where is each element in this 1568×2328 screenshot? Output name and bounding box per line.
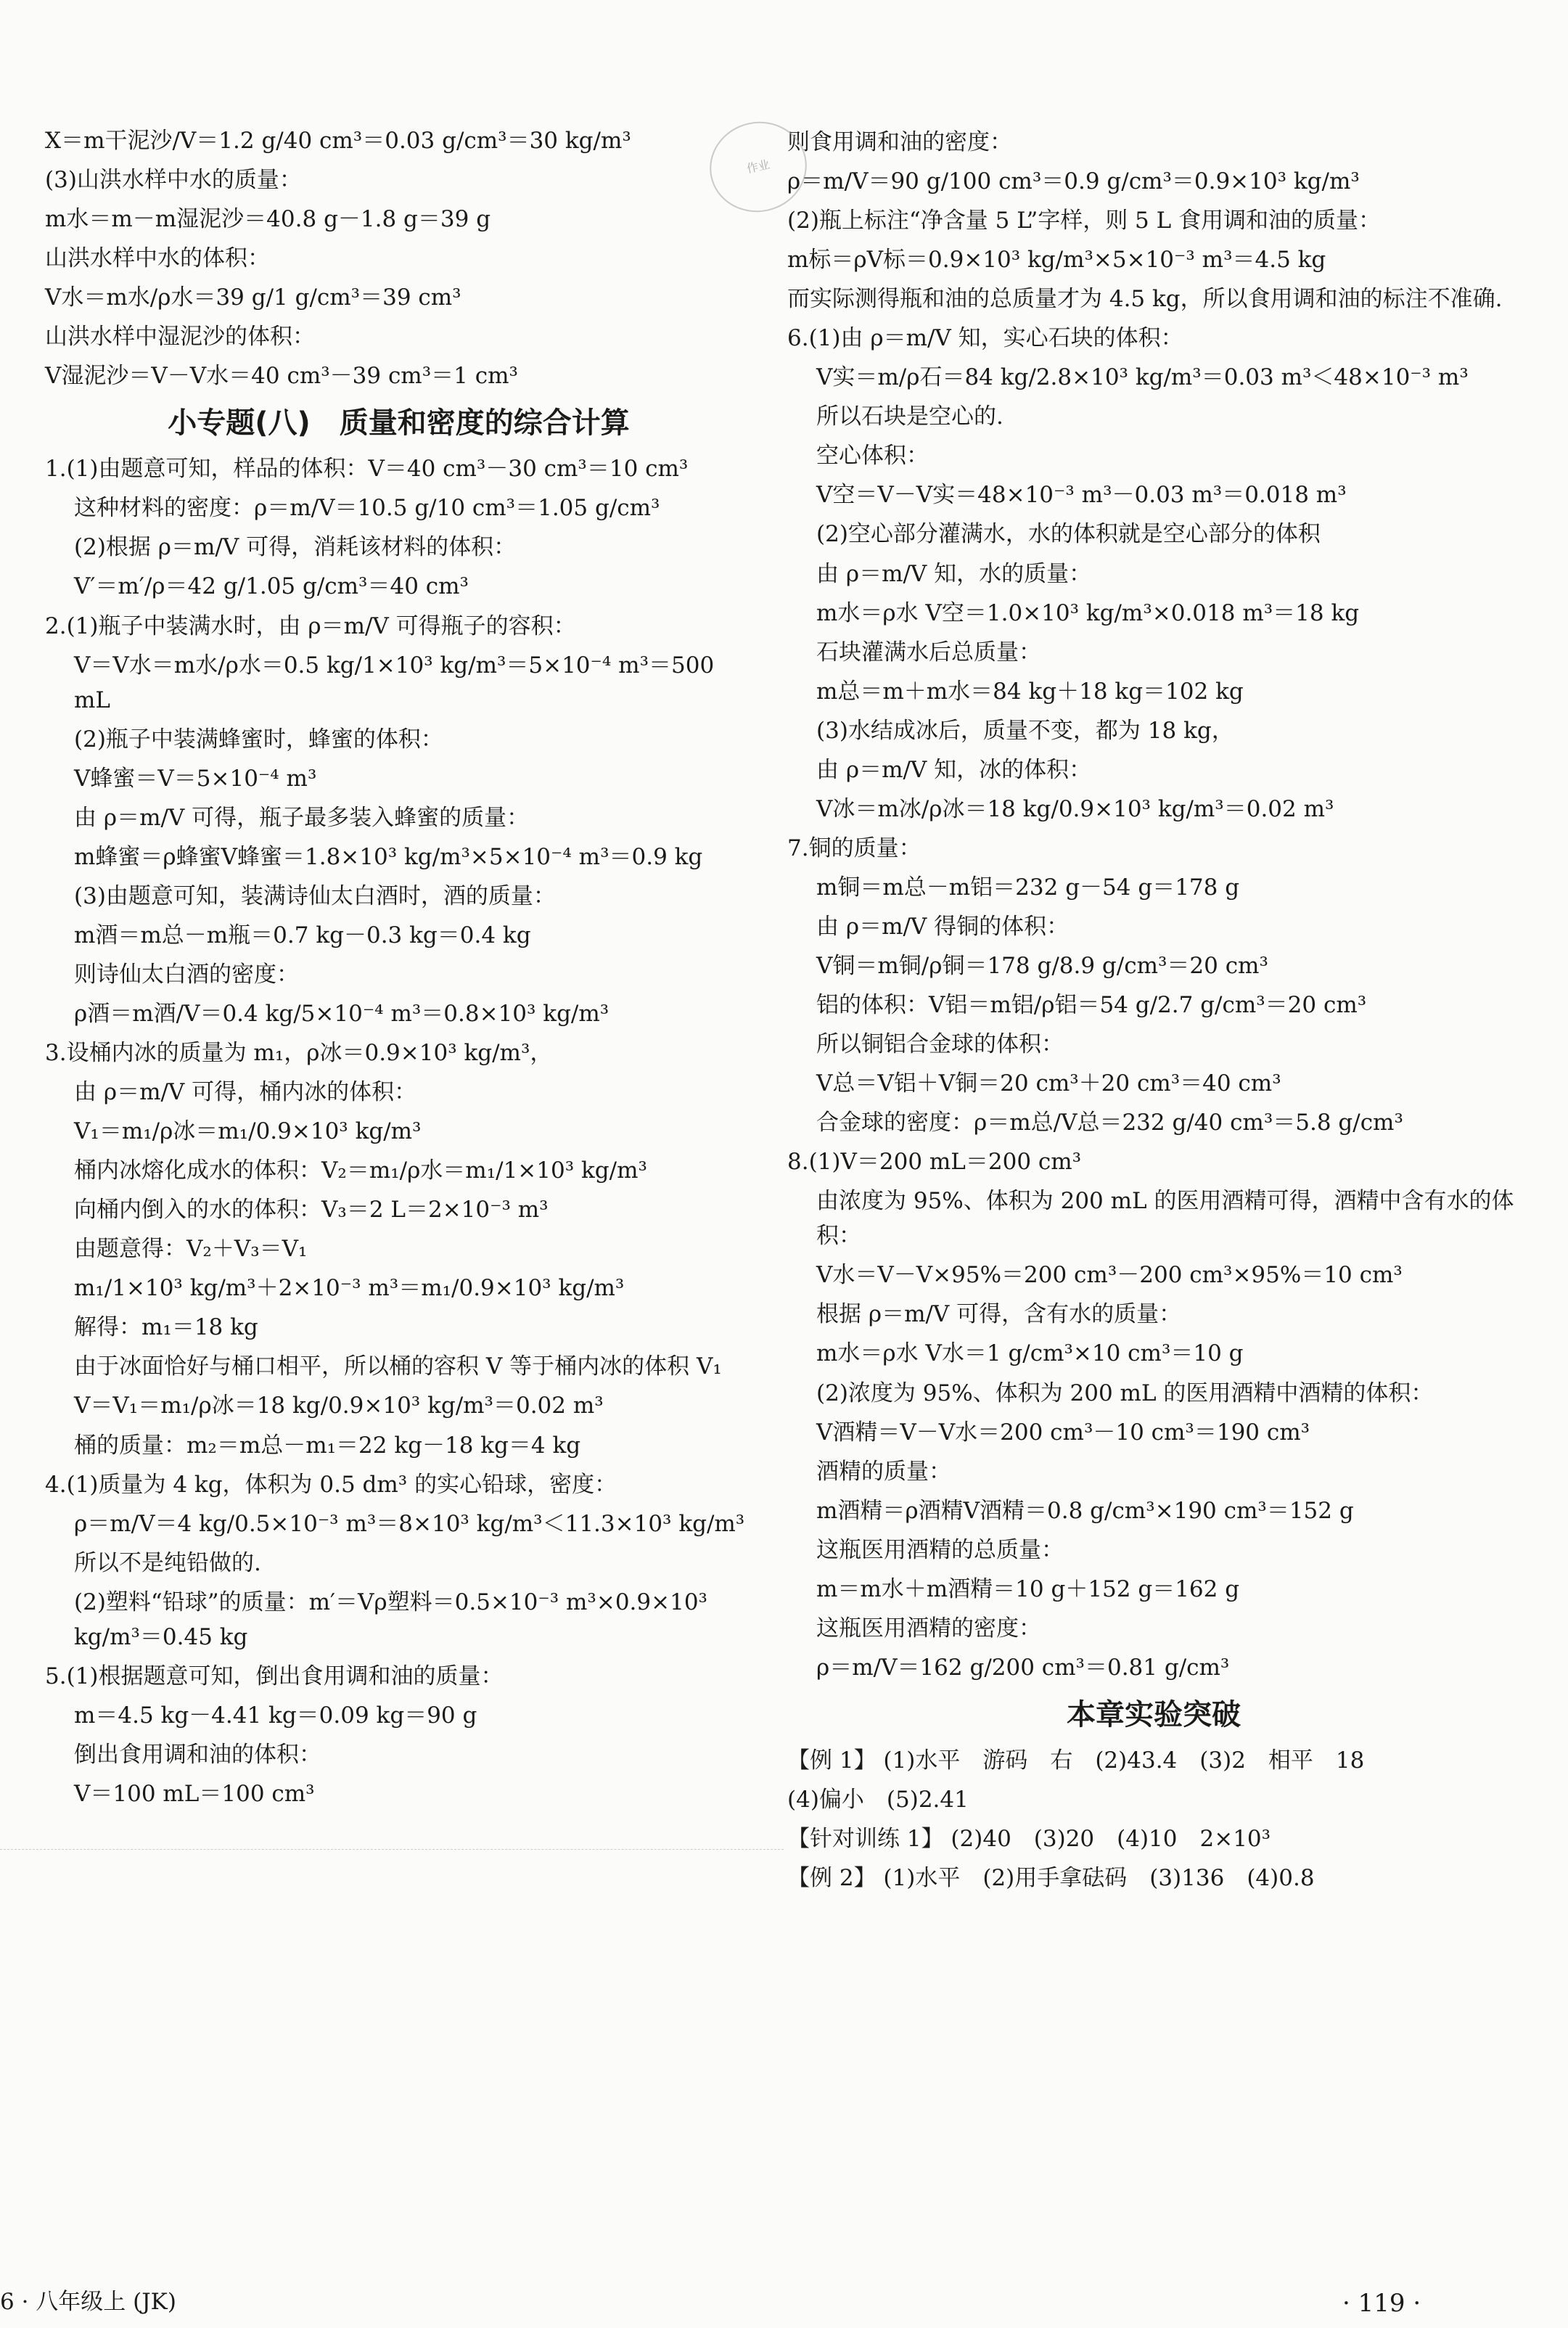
- text-line: 4.(1)质量为 4 kg，体积为 0.5 dm³ 的实心铅球，密度：: [45, 1471, 617, 1498]
- text-line: 酒精的质量：: [816, 1458, 951, 1485]
- section-heading: 本章实验突破: [1067, 1697, 1241, 1731]
- text-line: (3)水结成冰后，质量不变，都为 18 kg，: [816, 717, 1234, 744]
- text-line: V＝V水＝m水/ρ水＝0.5 kg/1×10³ kg/m³＝5×10⁻⁴ m³＝500 mL: [74, 652, 722, 713]
- text-line: V₁＝m₁/ρ冰＝m₁/0.9×10³ kg/m³: [74, 1118, 422, 1145]
- footer-left: 6 · 八年级上 (JK): [0, 2289, 176, 2315]
- text-line: m＝4.5 kg－4.41 kg＝0.09 kg＝90 g: [74, 1702, 477, 1729]
- text-line: V＝V₁＝m₁/ρ冰＝18 kg/0.9×10³ kg/m³＝0.02 m³: [74, 1393, 604, 1419]
- text-line: m水＝ρ水 V水＝1 g/cm³×10 cm³＝10 g: [816, 1340, 1244, 1367]
- left-column: [45, 123, 752, 1816]
- text-line: 这瓶医用酒精的总质量：: [816, 1536, 1064, 1563]
- text-line: 向桶内倒入的水的体积：V₃＝2 L＝2×10⁻³ m³: [74, 1197, 549, 1224]
- text-line: (2)瓶上标注“净含量 5 L”字样，则 5 L 食用调和油的质量：: [787, 208, 1382, 234]
- text-line: m铜＝m总－m铝＝232 g－54 g＝178 g: [816, 874, 1240, 901]
- text-line: 由 ρ＝m/V 可得，桶内冰的体积：: [74, 1079, 417, 1106]
- text-line: 合金球的密度：ρ＝m总/V总＝232 g/40 cm³＝5.8 g/cm³: [816, 1110, 1403, 1136]
- text-line: 由 ρ＝m/V 知，冰的体积：: [816, 756, 1092, 783]
- text-line: 由浓度为 95%、体积为 200 mL 的医用酒精可得，酒精中含有水的体积：: [816, 1188, 1514, 1250]
- text-line: 由 ρ＝m/V 得铜的体积：: [816, 913, 1070, 940]
- text-line: X＝m干泥沙/V＝1.2 g/40 cm³＝0.03 g/cm³＝30 kg/m³: [45, 128, 631, 154]
- text-line: m总＝m＋m水＝84 kg＋18 kg＝102 kg: [816, 678, 1244, 705]
- text-line: 【针对训练 1】 (2)40 (3)20 (4)10 2×10³: [787, 1825, 1271, 1852]
- text-line: 1.(1)由题意可知，样品的体积：V＝40 cm³－30 cm³＝10 cm³: [45, 456, 689, 483]
- text-line: m＝m水＋m酒精＝10 g＋152 g＝162 g: [816, 1575, 1240, 1602]
- text-line: (2)根据 ρ＝m/V 可得，消耗该材料的体积：: [74, 534, 517, 561]
- text-line: (2)瓶子中装满蜂蜜时，蜂蜜的体积：: [74, 726, 443, 753]
- text-line: 6.(1)由 ρ＝m/V 知，实心石块的体积：: [787, 325, 1183, 352]
- text-line: 由于冰面恰好与桶口相平，所以桶的容积 V 等于桶内冰的体积 V₁: [74, 1353, 722, 1380]
- text-line: 【例 2】 (1)水平 (2)用手拿砝码 (3)136 (4)0.8: [787, 1865, 1315, 1892]
- text-line: m标＝ρV标＝0.9×10³ kg/m³×5×10⁻³ m³＝4.5 kg: [787, 247, 1326, 274]
- text-line: 【例 1】 (1)水平 游码 右 (2)43.4 (3)2 相平 18: [787, 1747, 1365, 1774]
- text-line: (2)浓度为 95%、体积为 200 mL 的医用酒精中酒精的体积：: [816, 1380, 1434, 1406]
- text-line: (3)由题意可知，装满诗仙太白酒时，酒的质量：: [74, 882, 556, 909]
- text-line: 山洪水样中水的体积：: [45, 245, 270, 272]
- section-heading: 小专题(八) 质量和密度的综合计算: [168, 406, 630, 440]
- text-line: V′＝m′/ρ＝42 g/1.05 g/cm³＝40 cm³: [74, 573, 469, 600]
- stamp-text: 作业: [745, 157, 771, 176]
- text-line: 2.(1)瓶子中装满水时，由 ρ＝m/V 可得瓶子的容积：: [45, 612, 576, 639]
- right-column: [787, 125, 1520, 1900]
- text-line: 山洪水样中湿泥沙的体积：: [45, 324, 315, 351]
- text-line: m水＝m－m湿泥沙＝40.8 g－1.8 g＝39 g: [45, 206, 491, 233]
- text-line: 根据 ρ＝m/V 可得，含有水的质量：: [816, 1301, 1182, 1328]
- text-line: V总＝V铝＋V铜＝20 cm³＋20 cm³＝40 cm³: [816, 1070, 1281, 1097]
- page-divider: [0, 1849, 784, 1850]
- text-line: 桶的质量：m₂＝m总－m₁＝22 kg－18 kg＝4 kg: [74, 1432, 581, 1459]
- text-line: 而实际测得瓶和油的总质量才为 4.5 kg，所以食用调和油的标注不准确.: [787, 286, 1503, 313]
- text-line: V＝100 mL＝100 cm³: [74, 1780, 315, 1807]
- text-line: V实＝m/ρ石＝84 kg/2.8×10³ kg/m³＝0.03 m³＜48×10⁻³ m³: [816, 364, 1469, 391]
- text-line: m酒精＝ρ酒精V酒精＝0.8 g/cm³×190 cm³＝152 g: [816, 1497, 1354, 1524]
- text-line: 则诗仙太白酒的密度：: [74, 961, 299, 988]
- text-line: V湿泥沙＝V－V水＝40 cm³－39 cm³＝1 cm³: [45, 363, 518, 390]
- text-line: 这种材料的密度：ρ＝m/V＝10.5 g/10 cm³＝1.05 g/cm³: [74, 495, 660, 522]
- text-line: (3)山洪水样中水的质量：: [45, 167, 302, 194]
- text-line: V蜂蜜＝V＝5×10⁻⁴ m³: [74, 765, 317, 792]
- text-line: (2)塑料“铅球”的质量：m′＝Vρ塑料＝0.5×10⁻³ m³×0.9×10³ kg/m³＝0.45 kg: [74, 1589, 715, 1650]
- text-line: 所以石块是空心的.: [816, 403, 1003, 430]
- text-line: V冰＝m冰/ρ冰＝18 kg/0.9×10³ kg/m³＝0.02 m³: [816, 795, 1334, 822]
- text-line: m蜂蜜＝ρ蜂蜜V蜂蜜＝1.8×10³ kg/m³×5×10⁻⁴ m³＝0.9 kg: [74, 843, 703, 870]
- text-line: V铜＝m铜/ρ铜＝178 g/8.9 g/cm³＝20 cm³: [816, 952, 1268, 979]
- text-line: 由题意得：V₂＋V₃＝V₁: [74, 1236, 308, 1263]
- text-line: 铝的体积：V铝＝m铝/ρ铝＝54 g/2.7 g/cm³＝20 cm³: [816, 992, 1367, 1019]
- text-line: m酒＝m总－m瓶＝0.7 kg－0.3 kg＝0.4 kg: [74, 922, 531, 948]
- text-line: 这瓶医用酒精的密度：: [816, 1615, 1041, 1642]
- text-line: 倒出食用调和油的体积：: [74, 1741, 321, 1768]
- text-line: 则食用调和油的密度：: [787, 129, 1012, 155]
- text-line: m₁/1×10³ kg/m³＋2×10⁻³ m³＝m₁/0.9×10³ kg/m³: [74, 1275, 625, 1302]
- text-line: 所以不是纯铅做的.: [74, 1549, 261, 1576]
- text-line: 5.(1)根据题意可知，倒出食用调和油的质量：: [45, 1663, 504, 1689]
- text-line: ρ＝m/V＝4 kg/0.5×10⁻³ m³＝8×10³ kg/m³＜11.3×10³ kg/m³: [74, 1510, 745, 1537]
- text-line: V水＝m水/ρ水＝39 g/1 g/cm³＝39 cm³: [45, 284, 461, 311]
- text-line: m水＝ρ水 V空＝1.0×10³ kg/m³×0.018 m³＝18 kg: [816, 599, 1360, 626]
- text-line: V水＝V－V×95%＝200 cm³－200 cm³×95%＝10 cm³: [816, 1262, 1403, 1289]
- text-line: V空＝V－V实＝48×10⁻³ m³－0.03 m³＝0.018 m³: [816, 482, 1347, 509]
- text-line: 8.(1)V＝200 mL＝200 cm³: [787, 1149, 1082, 1176]
- text-line: 所以铜铝合金球的体积：: [816, 1031, 1064, 1058]
- text-line: V酒精＝V－V水＝200 cm³－10 cm³＝190 cm³: [816, 1419, 1310, 1446]
- text-line: ρ＝m/V＝90 g/100 cm³＝0.9 g/cm³＝0.9×10³ kg/m³: [787, 168, 1360, 195]
- text-line: 7.铜的质量：: [787, 835, 921, 861]
- page-number: · 119 ·: [1342, 2289, 1421, 2318]
- text-line: (4)偏小 (5)2.41: [787, 1786, 969, 1813]
- text-line: 3.设桶内冰的质量为 m₁，ρ冰＝0.9×10³ kg/m³，: [45, 1040, 553, 1067]
- text-line: 空心体积：: [816, 443, 929, 470]
- text-line: 解得：m₁＝18 kg: [74, 1314, 258, 1341]
- text-line: 由 ρ＝m/V 知，水的质量：: [816, 560, 1092, 587]
- text-line: 桶内冰熔化成水的体积：V₂＝m₁/ρ水＝m₁/1×10³ kg/m³: [74, 1157, 647, 1184]
- text-line: 石块灌满水后总质量：: [816, 639, 1041, 665]
- text-line: ρ酒＝m酒/V＝0.4 kg/5×10⁻⁴ m³＝0.8×10³ kg/m³: [74, 1000, 609, 1027]
- text-line: (2)空心部分灌满水，水的体积就是空心部分的体积: [816, 521, 1321, 548]
- text-line: ρ＝m/V＝162 g/200 cm³＝0.81 g/cm³: [816, 1654, 1230, 1681]
- text-line: 由 ρ＝m/V 可得，瓶子最多装入蜂蜜的质量：: [74, 804, 530, 831]
